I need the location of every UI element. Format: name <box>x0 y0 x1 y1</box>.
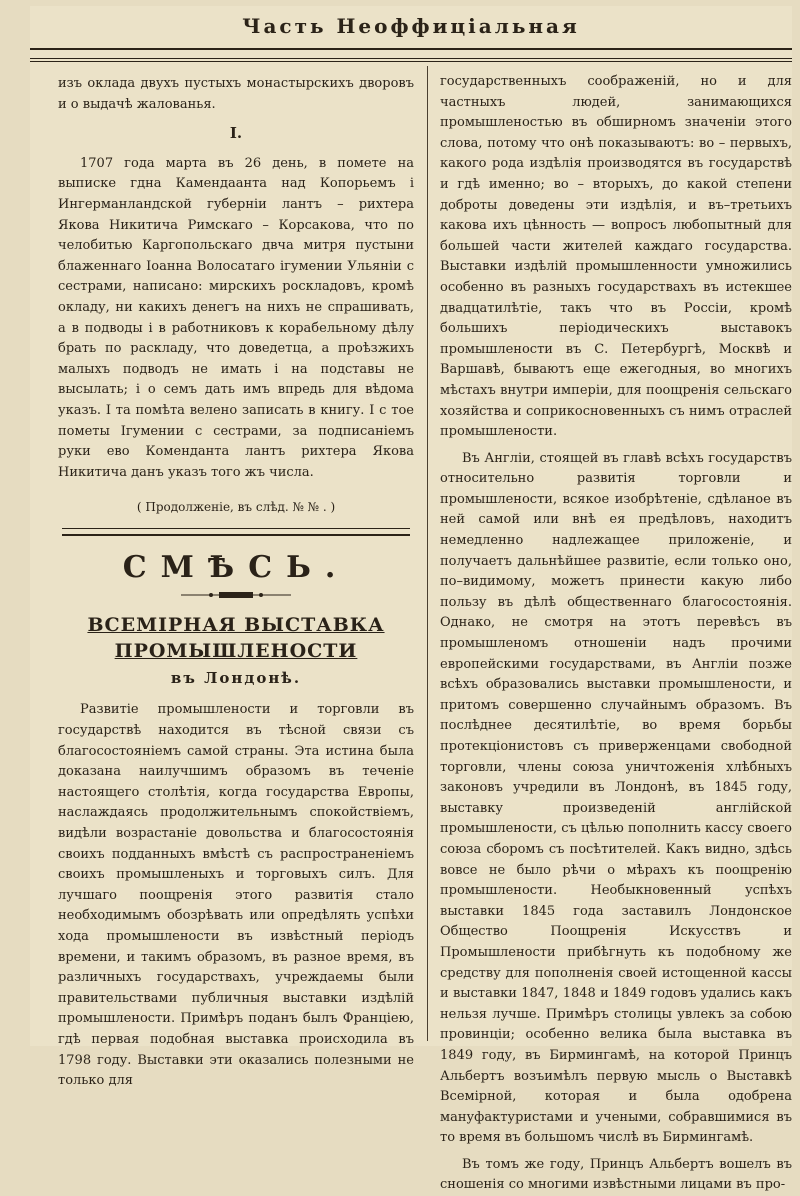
left-column <box>58 74 414 1092</box>
continuation-note: ( Продолженіе, въ слѣд. № № . ) <box>136 500 336 515</box>
right-column <box>440 72 792 1196</box>
intro-paragraph: изъ оклада двухъ пустыхъ монастырскихъ дворовъ и о выдачѣ жалованья. <box>58 76 414 112</box>
page-header: Часть Неоффиціальная <box>242 14 580 38</box>
article-paragraph: Въ томъ же году, Принцъ Альбертъ вошелъ въ сношенія со многими извѣстными лицами въ про- <box>440 1156 792 1193</box>
ornament-divider <box>181 590 291 600</box>
section-number: I. <box>229 124 243 143</box>
mix-section-title: СМѢСЬ. <box>122 549 350 585</box>
article-paragraph: Развитіе промышлености и торговли въ государствѣ находится въ тѣсной связи съ благосостоянiемъ самой страны. Эта истина была доказана наилучшимъ образомъ въ теченіе настоящего столѣтія, когда государства Европы, наслаждаясь продолжительнымъ спокойствіемъ, видѣли возрастаніе довольства и благосостоянія своихъ подданныхъ вмѣстѣ съ распространеніемъ своихъ промышленыхъ и торговыхъ силъ. Для лучшаго поощренія этого развитія стало необходимымъ обозрѣвать или опредѣлять успѣхи хода промышлености въ извѣстный періодъ времени, и такимъ образомъ, въ разное время, въ различныхъ государствахъ, учреждаемы были правительствами публичныя выставки издѣлій промышлености. Примѣръ поданъ былъ Франціею, гдѣ первая подобная выставка происходила въ 1798 году. Выставки эти оказались полезными не только для <box>58 702 414 1089</box>
article-paragraph: Въ Англіи, стоящей въ главѣ всѣхъ государствъ относительно развитія торговли и промышлености, всякое изобрѣтеніе, сдѣланое въ ней самой или внѣ ея предѣловъ, находитъ немедленно надлежащее приложеніе, и получаетъ дальнѣйшее развитіе, если только оно, по–видимому, можетъ принести какую либо пользу въ дѣлѣ общественнаго благосостоянія. Однако, не смотря на этотъ перевѣсъ въ промышленомъ отношеніи надъ прочими европейскими государствами, въ Англіи позже всѣхъ образовались выставки промышлености, и притомъ совершенно случайнымъ образомъ. Въ послѣднее десятилѣтіе, во время борьбы протекціонистовъ съ приверженцами свободной торговли, члены союза уничтоженія хлѣбныхъ законовъ учредили въ Лондонѣ, въ 1845 году, выставку произведеній англійской промышлености, съ цѣлью пополнить кассу своего союза сборомъ съ посѣтителей. Какъ видно, здѣсь вовсе не было рѣчи о мѣрахъ къ поощренію промышлености. Необыкновенный успѣхъ выставки 1845 года заставилъ Лондонское Общество Поощренія Искусствъ и Промышлености прибѣгнуть къ подобному же средству для пополненія своей истощенной кассы и выставки 1847, 1848 и 1849 годовъ удались какъ нельзя лучше. Примѣръ столицы увлекъ за собою провинціи; особенно велика была выставка въ 1849 году, въ Бирмингамѣ, на которой Принцъ Альбертъ возъимѣлъ первую мысль о Выставкѣ Всемірной, которая и была одобрена мануфактуристами и учеными, собравшимися въ то время въ большомъ числѣ въ Бирмингамѣ. <box>440 450 792 1146</box>
article-subtitle: въ Лондонѣ. <box>170 668 302 687</box>
header-rule <box>30 48 792 62</box>
column-divider <box>427 66 428 1041</box>
section-rule <box>62 528 410 536</box>
article-paragraph-cont: государственныхъ соображеній, но и для частныхъ людей, занимающихся промышленостью въ обширномъ значеніи этого слова, потому что онѣ показываютъ: во – первыхъ, какого рода издѣлія производятся въ государствѣ и гдѣ именно; во – вторыхъ, до какой степени доброты доведены эти издѣлія, и въ–третьихъ какова ихъ цѣнность — вопросъ любопытный для большей части жителей каждаго государства. Выставки издѣлій промышленности умножились особенно въ разныхъ государствахъ въ истекшее двадцатилѣтіе, такъ что въ Россіи, кромѣ большихъ періодическихъ выставокъ промышлености въ С. Петербургѣ, Москвѣ и Варшавѣ, бываютъ еще ежегодныя, во многихъ мѣстахъ внутри имперіи, для поощренія сельскаго хозяйства и соприкосновенныхъ съ нимъ отраслей промышлености. <box>440 74 792 440</box>
article-title: ВСЕМІРНАЯ ВЫСТАВКА ПРОМЫШЛЕНОСТИ <box>87 613 385 662</box>
document-paragraph: 1707 года марта въ 26 день, в помете на выписке гдна Камендаанта над Копорьемъ і Ингерманландской губерніи лантъ – рихтера Якова Никитича Римскаго – Корсакова, что по челобитью Каргопольскаго двча митря пустыни блаженнаго Іоанна Волосатаго ігумении Ульянiи с сестрами, написано: мирскихъ роскладовъ, кромѣ окладу, ни какихъ денегъ на нихъ не спрашивать, а в подводы і в работниковъ к корабельному дѣлу брать по раскладу, что доведетца, а проѣзжихъ малыхъ подводъ не имать і на подставы не высылать; і о семъ дать имъ впредь для вѣдома указъ. І та помѣта велено записать в книгу. І с тое пометы Ігумении с сестрами, за подписанiемъ руки ево Коменданта лантъ рихтера Якова Никитича данъ указъ того жъ числа. <box>58 155 414 480</box>
